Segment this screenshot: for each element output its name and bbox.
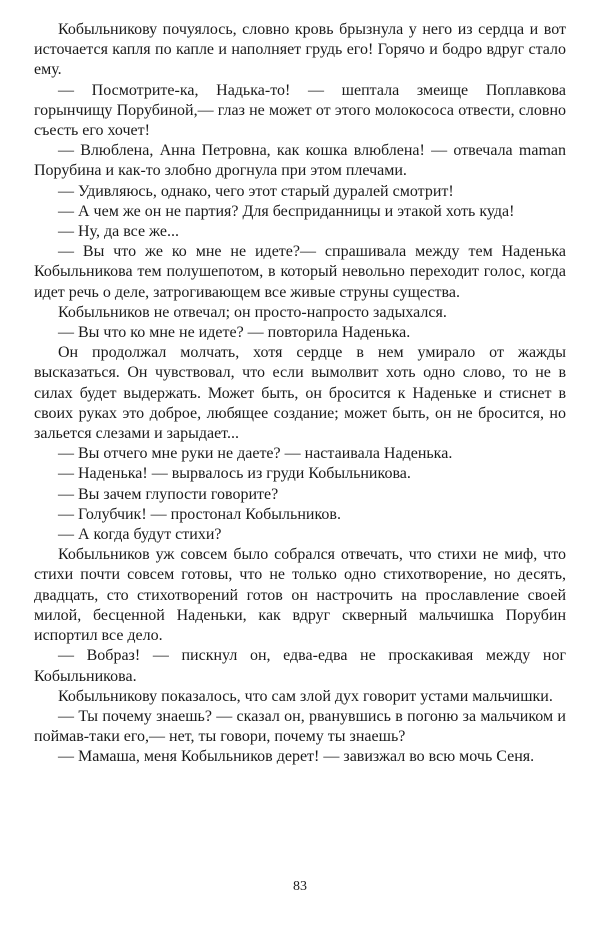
paragraph: — Наденька! — вырвалось из груди Кобыльникова. bbox=[58, 465, 411, 483]
paragraph: — Вы что ко мне не идете? — повторила Наденька. bbox=[58, 324, 411, 342]
paragraph: Кобыльников уж совсем было собрался отвечать, что стихи не миф, что стихи почти совсем готовы, что не только одно стихотворение, но десять, двадцать, сто стихотворений готов он настрочить на прославление своей милой, бесценной Наденьки, как вдруг скверный мальчишка Порубин испортил все дело. bbox=[34, 546, 566, 645]
paragraph: Кобыльникову показалось, что сам злой дух говорит устами мальчишки. bbox=[58, 687, 553, 705]
paragraph: — А когда будут стихи? bbox=[58, 526, 222, 544]
paragraph: — Вы зачем глупости говорите? bbox=[58, 485, 279, 503]
paragraph: — Вы что же ко мне не идете?— спрашивала между тем Наденька Кобыльникова тем полушепотом, в который невольно переходит голос, когда идет речь о деле, затрогивающем все живые струны существа. bbox=[34, 243, 566, 301]
page-number: 83 bbox=[293, 879, 307, 894]
paragraph: Кобыльникову почуялось, словно кровь брызнула у него из сердца и вот источается капля по капле и наполняет грудь его! Горячо и бодро вдруг стало ему. bbox=[34, 21, 566, 79]
paragraph: — Ну, да все же... bbox=[58, 223, 179, 241]
text-block bbox=[34, 20, 566, 768]
paragraph: — А чем же он не партия? Для бесприданницы и этакой хоть куда! bbox=[58, 202, 515, 220]
paragraph: — Посмотрите-ка, Надька-то! — шептала змеище Поплавкова горынчищу Порубиной,— глаз не может от этого молокососа отвести, словно съесть его хочет! bbox=[34, 81, 566, 140]
paragraph: Он продолжал молчать, хотя сердце в нем умирало от жажды высказаться. Он чувствовал, что если вымолвит хоть одно слово, то не в силах будет выдержать. Может быть, он бросится к Наденьке и стиснет в своих руках это доброе, любящее создание; может быть, он не бросится, но зальется слезами и зарыдает... bbox=[34, 344, 566, 443]
paragraph: — Вы отчего мне руки не даете? — настаивала Наденька. bbox=[58, 445, 453, 463]
paragraph: Кобыльников не отвечал; он просто-напросто задыхался. bbox=[58, 303, 447, 321]
paragraph: — Удивляюсь, однако, чего этот старый дуралей смотрит! bbox=[58, 182, 454, 200]
paragraph: — Мамаша, меня Кобыльников дерет! — завизжал во всю мочь Сеня. bbox=[58, 748, 535, 766]
paragraph: — Голубчик! — простонал Кобыльников. bbox=[58, 505, 341, 523]
paragraph: — Влюблена, Анна Петровна, как кошка влюблена! — отвечала maman Порубина и как-то злобно дрогнула при этом плечами. bbox=[34, 142, 566, 180]
paragraph: — Ты почему знаешь? — сказал он, рванувшись в погоню за мальчиком и поймав-таки его,— нет, ты говори, почему ты знаешь? bbox=[34, 707, 566, 746]
paragraph: — Вобраз! — пискнул он, едва-едва не проскакивая между ног Кобыльникова. bbox=[34, 647, 566, 685]
